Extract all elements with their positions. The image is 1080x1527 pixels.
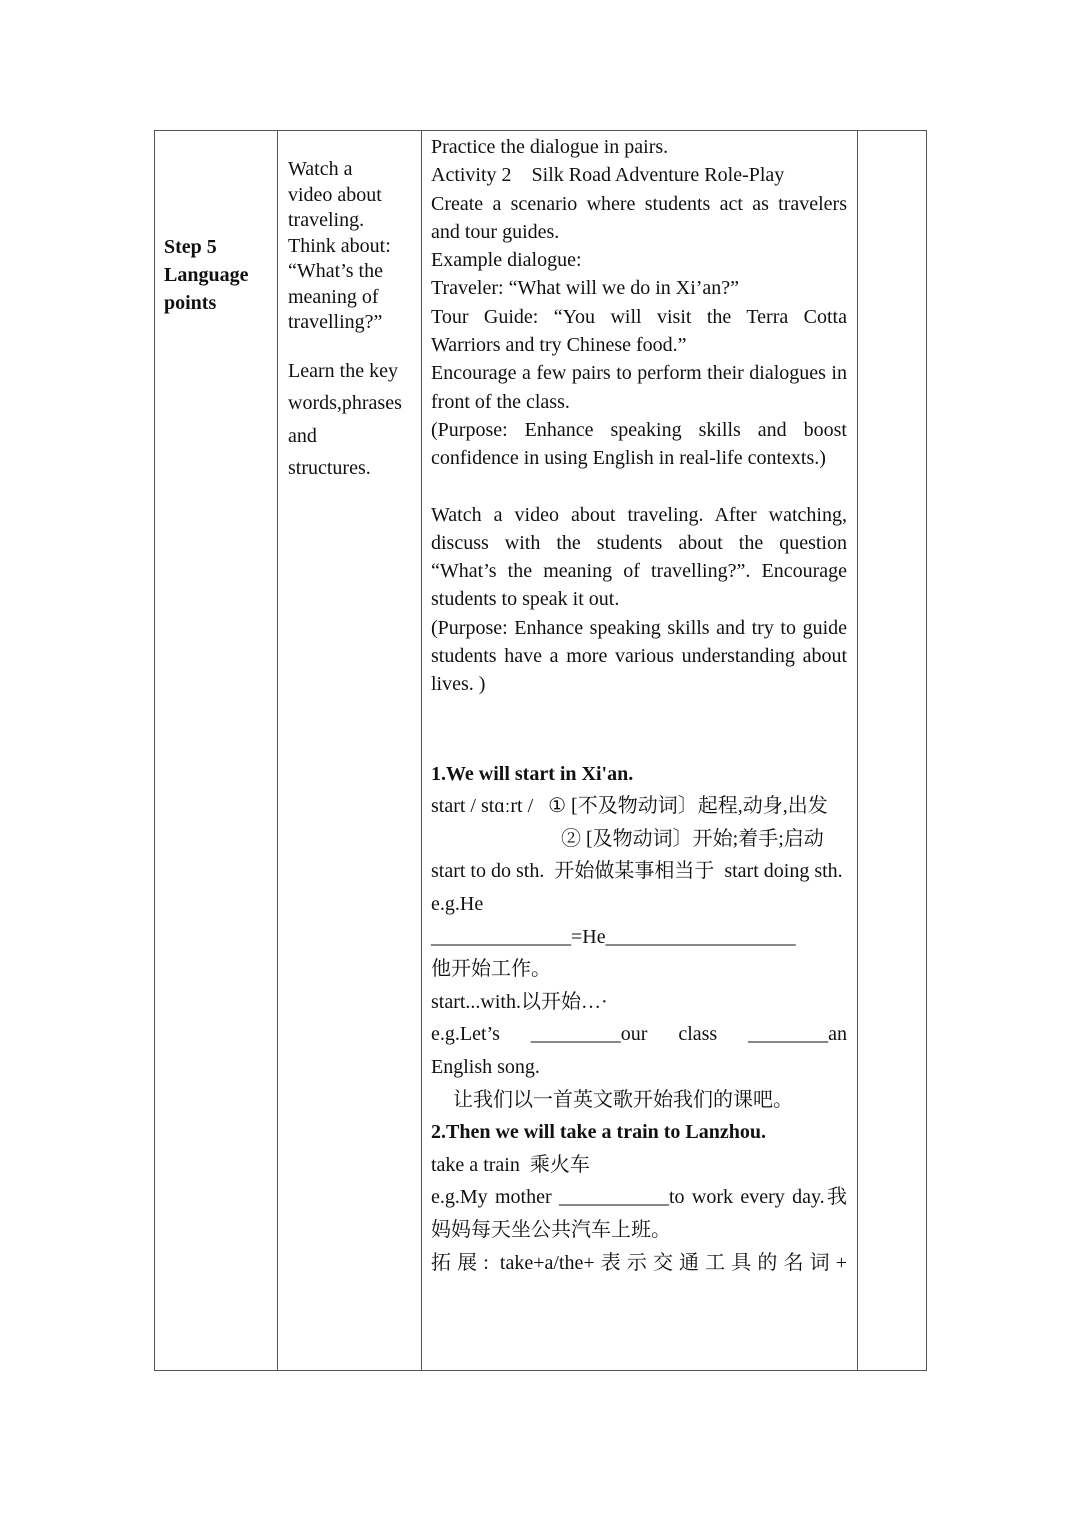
- phrase-note: start...with.以开始…·: [431, 990, 608, 1013]
- example: e.g.Let’s _________our class ________an English song.: [431, 1023, 852, 1078]
- activity-line: travelling?”: [288, 311, 383, 333]
- example-blank: ______________=He___________________: [431, 925, 796, 948]
- paragraph: Encourage a few pairs to perform their dialogues in front of the class.: [431, 362, 847, 413]
- activity-line: traveling.: [288, 209, 365, 231]
- purpose-note: (Purpose: Enhance speaking skills and boost confidence in using English in real-life contexts.): [431, 418, 847, 470]
- activity-line: meaning of: [288, 285, 379, 308]
- activity-line: Watch a: [288, 158, 353, 180]
- column-divider: [421, 131, 422, 1370]
- dialogue-line: Traveler: “What will we do in Xi’an?”: [431, 277, 740, 300]
- watch-block: [288, 157, 416, 336]
- activity-line: structures.: [288, 457, 371, 479]
- point-title: 1.We will start in Xi'an.: [431, 762, 634, 785]
- lesson-table: [154, 130, 927, 1371]
- step-title-line: Language: [164, 264, 249, 286]
- paragraph: Practice the dialogue in pairs.: [431, 136, 669, 158]
- activity-line: Think about:: [288, 234, 391, 257]
- purpose-note: (Purpose: Enhance speaking skills and try to guide students have a more various understanding about lives. ): [431, 616, 847, 696]
- teacher-activity-cell: [431, 133, 852, 1279]
- activity-line: video about: [288, 183, 382, 206]
- activity-line: words,phrases: [288, 392, 402, 414]
- definition: ② [及物动词〕开始;着手;启动: [561, 827, 824, 850]
- example-translation: 让我们以一首英文歌开始我们的课吧。: [453, 1088, 793, 1111]
- learn-block: [288, 355, 416, 485]
- extension-note: 拓展: take+a/the+表示交通工具的名词+: [431, 1251, 847, 1274]
- point-title: 2.Then we will take a train to Lanzhou.: [431, 1121, 767, 1144]
- definition: start / stɑːrt / ① [不及物动词〕起程,动身,出发: [431, 795, 828, 818]
- dialogue-line: Tour Guide: “You will visit the Terra Cotta Warriors and try Chinese food.”: [431, 305, 847, 357]
- paragraph: Watch a video about traveling. After watching, discuss with the students about the question “What’s the meaning of travelling?”. Encourage students to speak it out.: [431, 503, 847, 611]
- example-translation: 他开始工作。: [431, 958, 551, 981]
- activity-line: Learn the key: [288, 359, 398, 382]
- phrase-note: start to do sth. 开始做某事相当于 start doing sth.: [431, 860, 843, 883]
- step-cell: [164, 233, 274, 317]
- student-activity-cell: [288, 157, 416, 485]
- example: e.g.He: [431, 893, 484, 916]
- column-divider: [857, 131, 858, 1370]
- activity-heading: Activity 2 Silk Road Adventure Role-Play: [431, 164, 785, 187]
- activity-line: and: [288, 424, 317, 447]
- paragraph: Create a scenario where students act as travelers and tour guides.: [431, 192, 847, 243]
- step-label: Step 5: [164, 236, 217, 258]
- paragraph: Example dialogue:: [431, 249, 582, 272]
- step-title-line: points: [164, 292, 217, 314]
- column-divider: [277, 131, 278, 1370]
- phrase-note: take a train 乘火车: [431, 1153, 590, 1176]
- example: e.g.My mother ___________to work every day.我妈妈每天坐公共汽车上班。: [431, 1186, 847, 1241]
- activity-line: “What’s the: [288, 260, 383, 282]
